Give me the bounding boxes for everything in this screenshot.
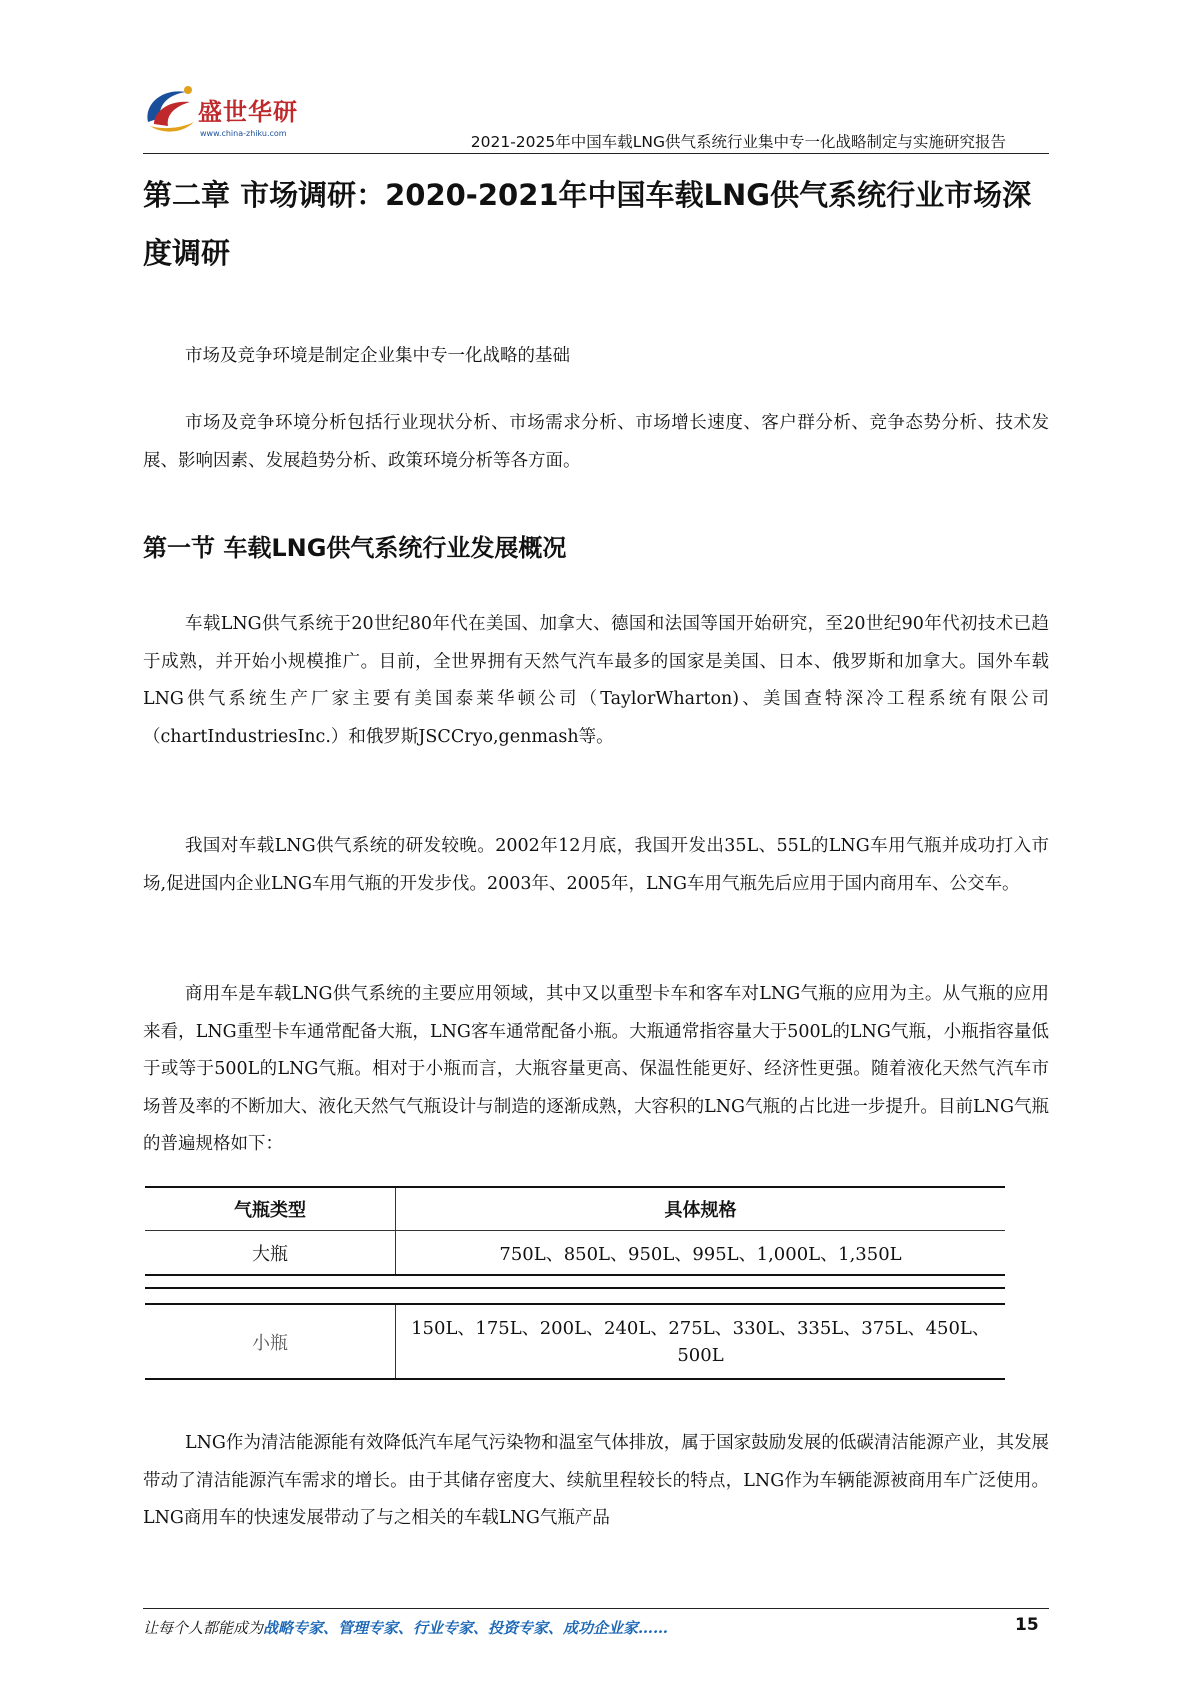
paragraph-2: 市场及竞争环境分析包括行业现状分析、市场需求分析、市场增长速度、客户群分析、竞争态势分析、技术发展、影响因素、发展趋势分析、政策环境分析等各方面。 [143, 413, 1049, 471]
page-number: 15 [1015, 1615, 1039, 1635]
paragraph-5: 商用车是车载LNG供气系统的主要应用领域，其中又以重型卡车和客车对LNG气瓶的应用为主。从气瓶的应用来看，LNG重型卡车通常配备大瓶，LNG客车通常配备小瓶。大瓶通常指容量大于500L的LNG气瓶，小瓶指容量低于或等于500L的LNG气瓶。相对于小瓶而言，大瓶容量更高、保温性能更好、经济性更强。随着液化天然气汽车市场普及率的不断加大、液化天然气气瓶设计与制造的逐渐成熟，大容积的LNG气瓶的占比进一步提升。目前LNG气瓶的普遍规格如下： [143, 984, 1049, 1154]
company-logo [140, 78, 310, 146]
cell-spec: 150L、175L、200L、240L、275L、330L、335L、375L、450L、500L [411, 1317, 990, 1366]
cell-spec: 750L、850L、950L、995L、1,000L、1,350L [499, 1243, 902, 1265]
table-header-type: 气瓶类型 [145, 1187, 396, 1231]
chapter-title: 第二章 市场调研：2020-2021年中国车载LNG供气系统行业市场深度调研 [143, 178, 1032, 270]
table-header-spec: 具体规格 [396, 1187, 1006, 1231]
footer-divider [143, 1608, 1049, 1609]
logo-emblem-icon [140, 78, 200, 138]
report-title: 2021-2025年中国车载LNG供气系统行业集中专一化战略制定与实施研究报告 [470, 133, 1006, 151]
spec-table-small [145, 1303, 1005, 1380]
cell-type: 大瓶 [145, 1231, 396, 1276]
section-title: 第一节 车载LNG供气系统行业发展概况 [143, 534, 567, 562]
spec-table-large [145, 1186, 1005, 1276]
footer-prefix: 让每个人都能成为 [143, 1619, 264, 1637]
table-row [145, 1231, 1005, 1276]
footer-highlight: 战略专家、管理专家、行业专家、投资专家、成功企业家…… [263, 1619, 669, 1637]
table-row [145, 1304, 1005, 1379]
paragraph-1: 市场及竞争环境是制定企业集中专一化战略的基础 [185, 346, 570, 366]
table-header-row [145, 1187, 1005, 1231]
logo-url: www.china-zhiku.com [200, 129, 287, 138]
paragraph-4: 我国对车载LNG供气系统的研发较晚。2002年12月底，我国开发出35L、55L的LNG车用气瓶并成功打入市场,促进国内企业LNG车用气瓶的开发步伐。2003年、2005年，LNG车用气瓶先后应用于国内商用车、公交车。 [143, 836, 1049, 894]
cell-type: 小瓶 [145, 1304, 396, 1379]
paragraph-3: 车载LNG供气系统于20世纪80年代在美国、加拿大、德国和法国等国开始研究，至20世纪90年代初技术已趋于成熟，并开始小规模推广。目前，全世界拥有天然气汽车最多的国家是美国、日本、俄罗斯和加拿大。国外车载LNG供气系统生产厂家主要有美国泰莱华顿公司（TaylorWharton)、美国查特深冷工程系统有限公司（chartIndustriesInc.）和俄罗斯JSCCryo,genmash等。 [143, 614, 1049, 747]
footer-slogan [143, 1617, 668, 1638]
paragraph-6: LNG作为清洁能源能有效降低汽车尾气污染物和温室气体排放，属于国家鼓励发展的低碳清洁能源产业，其发展带动了清洁能源汽车需求的增长。由于其储存密度大、续航里程较长的特点，LNG作为车辆能源被商用车广泛使用。LNG商用车的快速发展带动了与之相关的车载LNG气瓶产品 [143, 1433, 1049, 1528]
header-divider [143, 153, 1049, 154]
logo-name: 盛世华研 [198, 98, 298, 126]
